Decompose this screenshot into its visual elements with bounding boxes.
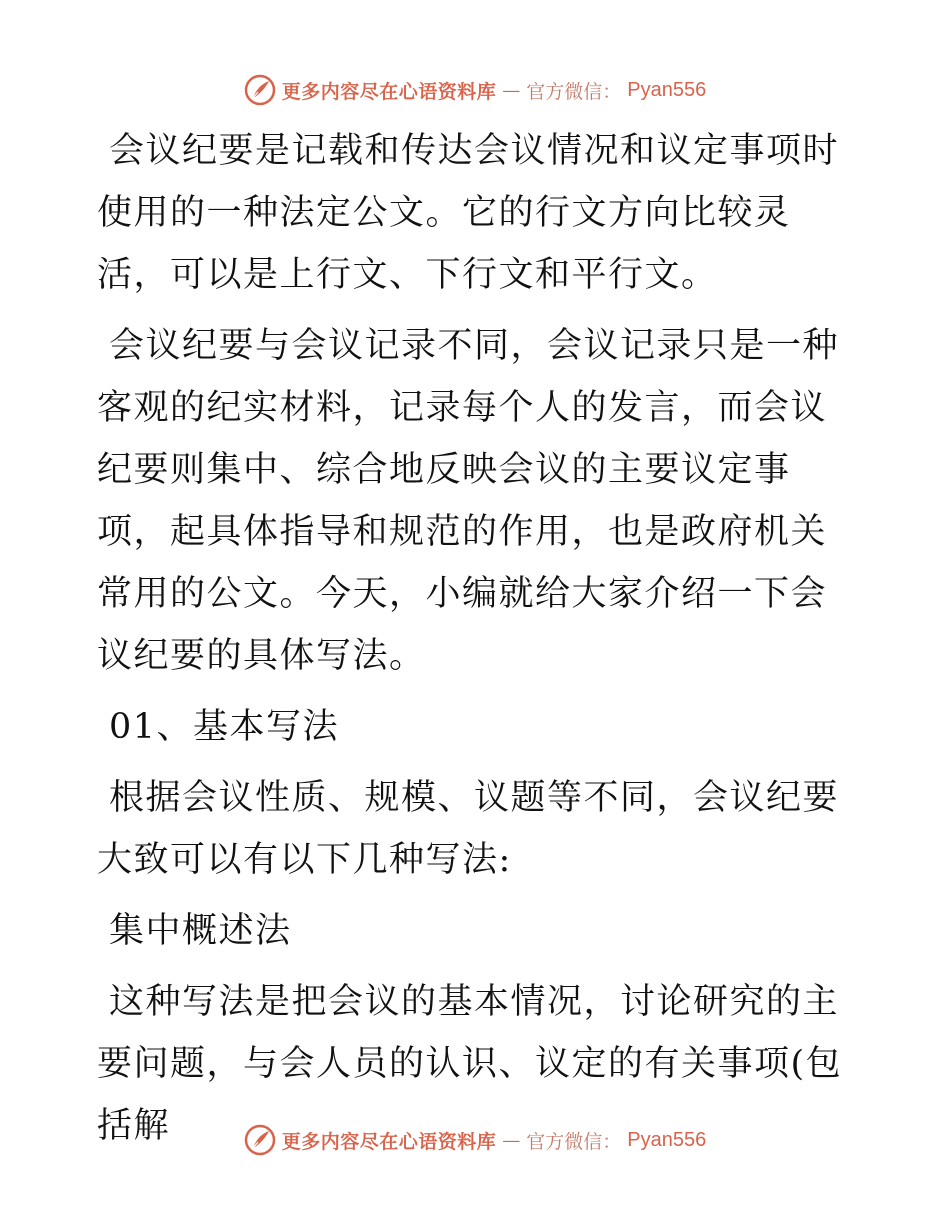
footer-site-text: 更多内容尽在心语资料库	[281, 1130, 497, 1153]
header-wechat-id: Pyan556	[627, 78, 707, 101]
quill-pen-icon	[244, 1124, 276, 1156]
subheading-summary-method: 集中概述法	[109, 911, 292, 951]
paragraph-difference: 会议纪要与会议记录不同，会议记录只是一种客观的纪实材料，记录每个人的发言，而会议纪要则集中、综合地反映会议的主要议定事项，起具体指导和规范的作用，也是政府机关常用的公文。今天，小编就给大家介绍一下会议纪要的具体写法。	[97, 326, 840, 676]
section-heading-basic: 01、基本写法	[109, 707, 340, 747]
document-body	[97, 120, 857, 1166]
paragraph-summary-method: 这种写法是把会议的基本情况，讨论研究的主要问题，与会人员的认识、议定的有关事项(包括解	[97, 982, 843, 1146]
footer-dash: —	[502, 1129, 521, 1151]
quill-pen-icon	[244, 74, 276, 106]
header-site-text: 更多内容尽在心语资料库	[281, 80, 497, 103]
header-banner	[0, 70, 950, 110]
paragraph-methods: 根据会议性质、规模、议题等不同，会议纪要大致可以有以下几种写法:	[97, 778, 840, 880]
footer-banner	[0, 1120, 950, 1160]
header-dash: —	[502, 79, 521, 101]
footer-wechat-label: 官方微信：	[526, 1130, 622, 1153]
header-wechat-label: 官方微信：	[526, 80, 622, 103]
paragraph-intro: 会议纪要是记载和传达会议情况和议定事项时使用的一种法定公文。它的行文方向比较灵活，可以是上行文、下行文和平行文。	[97, 131, 840, 295]
footer-wechat-id: Pyan556	[627, 1128, 707, 1151]
